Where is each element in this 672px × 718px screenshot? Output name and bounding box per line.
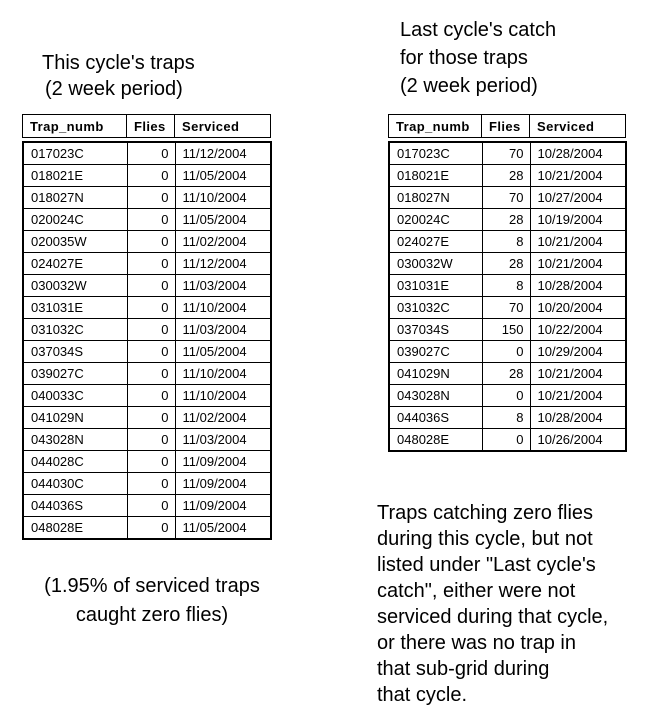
trap-number-cell: 020024C	[389, 209, 482, 231]
table-row	[23, 385, 271, 407]
trap-number-cell: 039027C	[23, 363, 127, 385]
table-row	[389, 209, 626, 231]
flies-count-cell: 0	[127, 165, 175, 187]
flies-count-cell: 0	[482, 385, 530, 407]
table-row	[23, 407, 271, 429]
trap-number-cell: 030032W	[389, 253, 482, 275]
flies-count-cell: 0	[127, 517, 175, 540]
serviced-date-cell: 10/29/2004	[530, 341, 626, 363]
serviced-date-cell: 11/09/2004	[175, 451, 271, 473]
text-line: or there was no trap in	[377, 632, 576, 654]
serviced-date-cell: 11/12/2004	[175, 142, 271, 165]
text-line: during this cycle, but not	[377, 528, 593, 550]
serviced-date-cell: 10/21/2004	[530, 363, 626, 385]
serviced-date-cell: 11/10/2004	[175, 187, 271, 209]
trap-number-cell: 030032W	[23, 275, 127, 297]
trap-number-cell: 043028N	[23, 429, 127, 451]
table-row	[389, 385, 626, 407]
text-line: Last cycle's catch	[400, 19, 557, 41]
serviced-date-cell: 11/05/2004	[175, 341, 271, 363]
flies-count-cell: 0	[127, 341, 175, 363]
serviced-date-cell: 10/19/2004	[530, 209, 626, 231]
serviced-date-cell: 10/28/2004	[530, 275, 626, 297]
column-header-trap-numb: Trap_numb	[389, 115, 482, 138]
table-row	[23, 429, 271, 451]
flies-count-cell: 8	[482, 231, 530, 253]
trap-number-cell: 017023C	[23, 142, 127, 165]
left-table-title	[42, 50, 195, 102]
trap-number-cell: 018021E	[389, 165, 482, 187]
text-line: (2 week period)	[400, 75, 538, 97]
column-header-serviced: Serviced	[530, 115, 626, 138]
table-row	[389, 142, 626, 165]
serviced-date-cell: 10/22/2004	[530, 319, 626, 341]
flies-count-cell: 70	[482, 142, 530, 165]
table-row	[23, 187, 271, 209]
serviced-date-cell: 11/10/2004	[175, 363, 271, 385]
trap-number-cell: 044036S	[23, 495, 127, 517]
trap-number-cell: 018027N	[389, 187, 482, 209]
table-row	[389, 187, 626, 209]
serviced-date-cell: 11/10/2004	[175, 385, 271, 407]
serviced-date-cell: 10/21/2004	[530, 231, 626, 253]
left-table-caption	[16, 572, 288, 630]
trap-number-cell: 044028C	[23, 451, 127, 473]
table-row	[23, 341, 271, 363]
table-row	[389, 407, 626, 429]
left-table-body	[22, 141, 272, 540]
right-table-body	[388, 141, 627, 452]
trap-number-cell: 041029N	[389, 363, 482, 385]
table-row	[23, 275, 271, 297]
text-line: serviced during that cycle,	[377, 606, 609, 628]
text-line: Traps catching zero flies	[377, 502, 594, 524]
table-row	[389, 341, 626, 363]
trap-number-cell: 041029N	[23, 407, 127, 429]
flies-count-cell: 0	[127, 275, 175, 297]
serviced-date-cell: 11/03/2004	[175, 275, 271, 297]
flies-count-cell: 70	[482, 297, 530, 319]
text-line: catch", either were not	[377, 580, 576, 602]
flies-count-cell: 0	[127, 209, 175, 231]
flies-count-cell: 0	[127, 451, 175, 473]
serviced-date-cell: 10/21/2004	[530, 253, 626, 275]
trap-number-cell: 039027C	[389, 341, 482, 363]
text-line: listed under "Last cycle's	[377, 554, 596, 576]
flies-count-cell: 0	[127, 253, 175, 275]
text-line: that sub-grid during	[377, 658, 550, 680]
table-row	[389, 319, 626, 341]
table-row	[23, 142, 271, 165]
trap-number-cell: 040033C	[23, 385, 127, 407]
flies-count-cell: 28	[482, 209, 530, 231]
flies-count-cell: 0	[127, 319, 175, 341]
column-header-flies: Flies	[482, 115, 530, 138]
flies-count-cell: 0	[127, 385, 175, 407]
flies-count-cell: 0	[127, 473, 175, 495]
flies-count-cell: 8	[482, 407, 530, 429]
flies-count-cell: 0	[127, 363, 175, 385]
flies-count-cell: 8	[482, 275, 530, 297]
flies-count-cell: 150	[482, 319, 530, 341]
serviced-date-cell: 10/27/2004	[530, 187, 626, 209]
serviced-date-cell: 11/03/2004	[175, 319, 271, 341]
flies-count-cell: 0	[482, 341, 530, 363]
serviced-date-cell: 11/05/2004	[175, 517, 271, 540]
serviced-date-cell: 10/28/2004	[530, 142, 626, 165]
text-line: that cycle.	[377, 684, 468, 706]
trap-number-cell: 044036S	[389, 407, 482, 429]
serviced-date-cell: 11/10/2004	[175, 297, 271, 319]
serviced-date-cell: 11/02/2004	[175, 231, 271, 253]
trap-number-cell: 031031E	[23, 297, 127, 319]
flies-count-cell: 28	[482, 363, 530, 385]
column-header-serviced: Serviced	[175, 115, 271, 138]
serviced-date-cell: 11/09/2004	[175, 495, 271, 517]
explanatory-note	[377, 500, 608, 708]
serviced-date-cell: 10/28/2004	[530, 407, 626, 429]
table-row	[23, 319, 271, 341]
flies-count-cell: 0	[127, 142, 175, 165]
column-header-trap-numb: Trap_numb	[23, 115, 127, 138]
trap-number-cell: 018021E	[23, 165, 127, 187]
table-row	[23, 253, 271, 275]
table-row	[23, 517, 271, 540]
text-line: caught zero flies)	[75, 604, 229, 626]
trap-number-cell: 048028E	[389, 429, 482, 452]
flies-count-cell: 0	[482, 429, 530, 452]
table-row	[23, 473, 271, 495]
header-row	[389, 115, 626, 138]
trap-number-cell: 031032C	[23, 319, 127, 341]
table-row	[23, 209, 271, 231]
flies-count-cell: 0	[127, 495, 175, 517]
serviced-date-cell: 11/02/2004	[175, 407, 271, 429]
flies-count-cell: 28	[482, 165, 530, 187]
trap-number-cell: 020035W	[23, 231, 127, 253]
serviced-date-cell: 10/21/2004	[530, 385, 626, 407]
trap-number-cell: 043028N	[389, 385, 482, 407]
serviced-date-cell: 11/03/2004	[175, 429, 271, 451]
right-table-header	[388, 114, 626, 138]
flies-count-cell: 0	[127, 407, 175, 429]
trap-number-cell: 024027E	[23, 253, 127, 275]
flies-count-cell: 0	[127, 231, 175, 253]
trap-number-cell: 048028E	[23, 517, 127, 540]
left-table-header	[22, 114, 271, 138]
trap-number-cell: 037034S	[389, 319, 482, 341]
right-table-title	[400, 16, 556, 100]
table-row	[23, 231, 271, 253]
serviced-date-cell: 10/26/2004	[530, 429, 626, 452]
header-row	[23, 115, 271, 138]
flies-count-cell: 0	[127, 187, 175, 209]
table-row	[389, 363, 626, 385]
table-row	[389, 275, 626, 297]
text-line: (1.95% of serviced traps	[44, 575, 260, 597]
trap-number-cell: 020024C	[23, 209, 127, 231]
table-row	[389, 165, 626, 187]
table-row	[389, 231, 626, 253]
text-line: (2 week period)	[45, 78, 183, 100]
trap-number-cell: 024027E	[389, 231, 482, 253]
serviced-date-cell: 10/21/2004	[530, 165, 626, 187]
flies-count-cell: 0	[127, 297, 175, 319]
serviced-date-cell: 11/05/2004	[175, 209, 271, 231]
flies-count-cell: 70	[482, 187, 530, 209]
table-row	[23, 495, 271, 517]
trap-number-cell: 037034S	[23, 341, 127, 363]
table-row	[23, 165, 271, 187]
table-row	[389, 297, 626, 319]
serviced-date-cell: 11/12/2004	[175, 253, 271, 275]
table-row	[23, 451, 271, 473]
table-row	[23, 363, 271, 385]
flies-count-cell: 28	[482, 253, 530, 275]
trap-number-cell: 044030C	[23, 473, 127, 495]
flies-count-cell: 0	[127, 429, 175, 451]
text-line: for those traps	[400, 47, 528, 69]
serviced-date-cell: 11/05/2004	[175, 165, 271, 187]
trap-number-cell: 031031E	[389, 275, 482, 297]
trap-number-cell: 031032C	[389, 297, 482, 319]
serviced-date-cell: 10/20/2004	[530, 297, 626, 319]
table-row	[389, 429, 626, 452]
column-header-flies: Flies	[127, 115, 175, 138]
trap-number-cell: 018027N	[23, 187, 127, 209]
trap-number-cell: 017023C	[389, 142, 482, 165]
table-row	[23, 297, 271, 319]
table-row	[389, 253, 626, 275]
text-line: This cycle's traps	[42, 52, 195, 74]
serviced-date-cell: 11/09/2004	[175, 473, 271, 495]
